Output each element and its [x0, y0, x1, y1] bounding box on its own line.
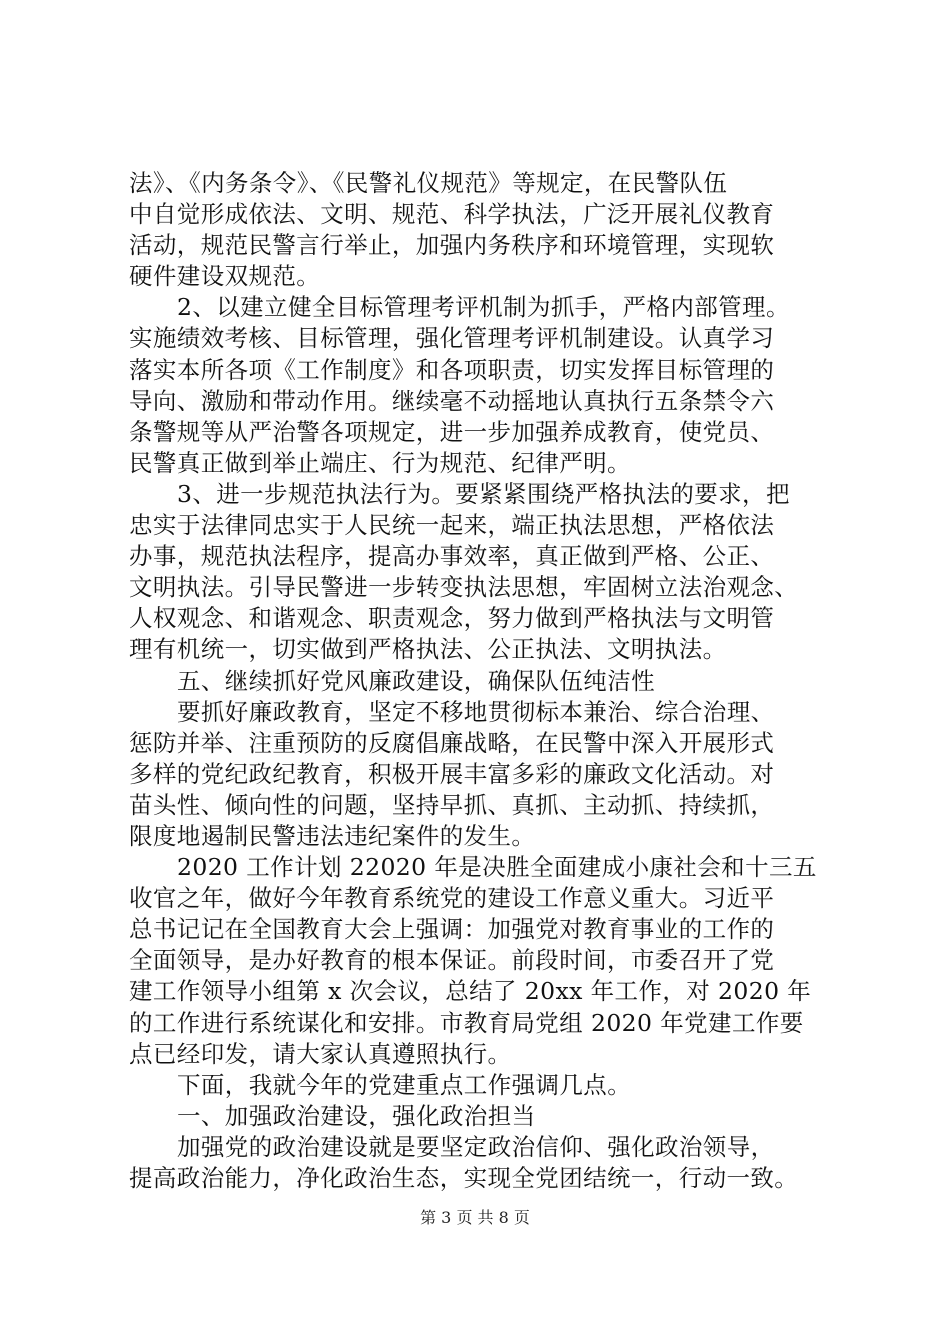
text-line: 苗头性、倾向性的问题，坚持早抓、真抓、主动抓、持续抓， [129, 790, 775, 819]
text-line: 实施绩效考核、目标管理，强化管理考评机制建设。认真学习 [129, 324, 775, 353]
paragraph-start-line: 3、进一步规范执法行为。要紧紧围绕严格执法的要求，把 [177, 479, 790, 508]
text-line: 全面领导，是办好教育的根本保证。前段时间，市委召开了党 [129, 946, 775, 975]
text-line: 的工作进行系统谋化和安排。市教育局党组 2020 年党建工作要 [129, 1008, 804, 1037]
page-footer [0, 1208, 950, 1228]
paragraph-start-line: 下面，我就今年的党建重点工作强调几点。 [177, 1070, 632, 1099]
section-heading: 一、加强政治建设，强化政治担当 [177, 1101, 536, 1130]
text-line: 民警真正做到举止端庄、行为规范、纪律严明。 [129, 448, 631, 477]
text-line: 人权观念、和谐观念、职责观念，努力做到严格执法与文明管 [129, 604, 775, 633]
text-line: 落实本所各项《工作制度》和各项职责，切实发挥目标管理的 [129, 355, 775, 384]
text-line: 建工作领导小组第 x 次会议，总结了 20xx 年工作，对 2020 年 [129, 977, 812, 1006]
text-line: 中自觉形成依法、文明、规范、科学执法，广泛开展礼仪教育 [129, 200, 775, 229]
section-heading: 五、继续抓好党风廉政建设，确保队伍纯洁性 [177, 666, 655, 695]
text-line: 办事，规范执法程序，提高办事效率，真正做到严格、公正、 [129, 542, 775, 571]
document-body [129, 168, 843, 1194]
text-line: 硬件建设双规范。 [129, 262, 321, 291]
paragraph-start-line: 2020 工作计划 22020 年是决胜全面建成小康社会和十三五 [177, 853, 817, 882]
text-line: 条警规等从严治警各项规定，进一步加强养成教育，使党员、 [129, 417, 775, 446]
paragraph-start-line: 加强党的政治建设就是要坚定政治信仰、强化政治领导， [177, 1132, 775, 1161]
text-line: 多样的党纪政纪教育，积极开展丰富多彩的廉政文化活动。对 [129, 759, 775, 788]
text-line: 限度地遏制民警违法违纪案件的发生。 [129, 821, 536, 850]
text-line: 导向、激励和带动作用。继续毫不动摇地认真执行五条禁令六 [129, 386, 775, 415]
text-line: 忠实于法律同忠实于人民统一起来，端正执法思想，严格依法 [129, 511, 775, 540]
text-line: 理有机统一，切实做到严格执法、公正执法、文明执法。 [129, 635, 727, 664]
text-line: 文明执法。引导民警进一步转变执法思想，牢固树立法治观念、 [129, 573, 799, 602]
paragraph-start-line: 2、以建立健全目标管理考评机制为抓手，严格内部管理。 [177, 293, 790, 322]
page-number: 第 3 页 共 8 页 [420, 1208, 530, 1227]
text-line: 法》、《内务条令》、《民警礼仪规范》等规定，在民警队伍 [129, 169, 728, 197]
text-line: 点已经印发，请大家认真遵照执行。 [129, 1039, 512, 1068]
text-line: 惩防并举、注重预防的反腐倡廉战略，在民警中深入开展形式 [129, 728, 775, 757]
text-line: 总书记记在全国教育大会上强调：加强党对教育事业的工作的 [129, 915, 775, 944]
text-line: 活动，规范民警言行举止，加强内务秩序和环境管理，实现软 [129, 231, 775, 260]
text-line: 收官之年，做好今年教育系统党的建设工作意义重大。习近平 [129, 884, 775, 913]
text-line: 提高政治能力，净化政治生态，实现全党团结统一，行动一致。 [129, 1164, 799, 1192]
paragraph-start-line: 要抓好廉政教育，坚定不移地贯彻标本兼治、综合治理、 [177, 697, 775, 726]
